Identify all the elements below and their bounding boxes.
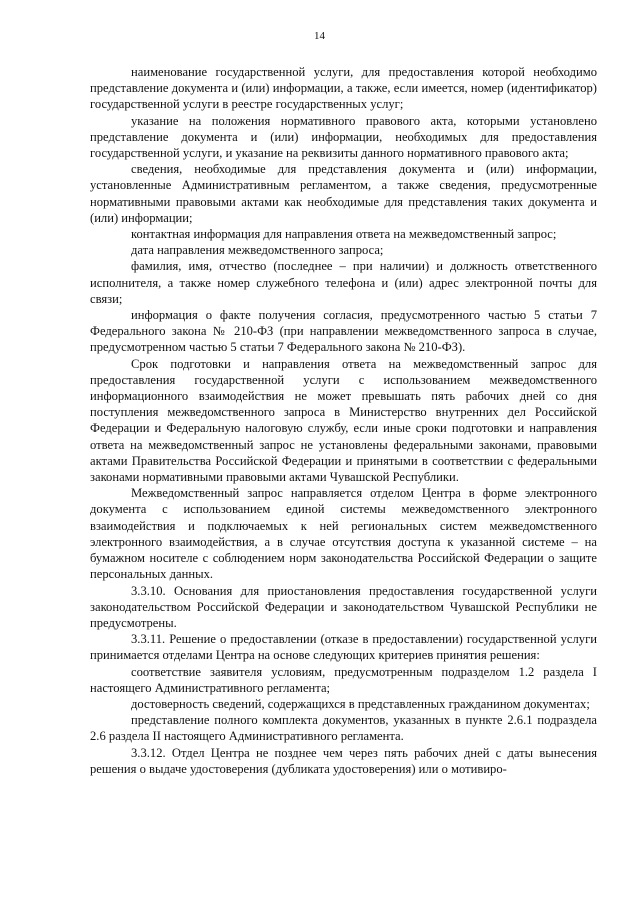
paragraph-consent-information: информация о факте получения согласия, предусмотренного частью 5 статьи 7 Федерального закона № 210-ФЗ (при направлении межведомственного запроса в случае, предусмотренном частью 5 статьи 7 Федерального закона № 210-ФЗ).	[90, 308, 597, 355]
paragraph-section-3-3-11: 3.3.11. Решение о предоставлении (отказе в предоставлении) государственной услуги принимается отделами Центра на основе следующих критериев принятия решения:	[90, 632, 597, 663]
paragraph-service-name: наименование государственной услуги, для предоставления которой необходимо представление документа и (или) информации, а также, если имеется, номер (идентификатор) государственной услуги в реестре государственных услуг;	[90, 65, 597, 112]
paragraph-contact-information: контактная информация для направления ответа на межведомственный запрос;	[131, 227, 557, 242]
paragraph-section-3-3-10: 3.3.10. Основания для приостановления предоставления государственной услуги законодательством Российской Федерации и законодательством Чувашской Республики не предусмотрены.	[90, 583, 597, 630]
page-number: 14	[314, 30, 325, 42]
paragraph-request-date: дата направления межведомственного запроса;	[131, 243, 384, 258]
paragraph-criterion-data-reliability: достоверность сведений, содержащихся в представленных гражданином документах;	[131, 696, 590, 711]
paragraph-section-3-3-12: 3.3.12. Отдел Центра не позднее чем через пять рабочих дней с даты вынесения решения о выдаче удостоверения (дубликата удостоверения) или о мотивиро-	[90, 745, 597, 776]
paragraph-criterion-applicant-conditions: соответствие заявителя условиям, предусмотренным подразделом 1.2 раздела I настоящего Административного регламента;	[90, 664, 597, 695]
paragraph-criterion-complete-documents: представление полного комплекта документов, указанных в пункте 2.6.1 подраздела 2.6 раздела II настоящего Административного регламента.	[90, 713, 597, 744]
paragraph-legal-act-reference: указание на положения нормативного правового акта, которыми установлено представление документа и (или) информации, необходимых для предоставления государственной услуги, и указание на реквизиты данного нормативного правового акта;	[90, 113, 597, 161]
paragraph-electronic-request: Межведомственный запрос направляется отделом Центра в форме электронного документа с использованием единой системы межведомственного электронного взаимодействия и подключаемых к ней региональных систем межведомственного электронного взаимодействия, а в случае отсутствия доступа к указанной системе – на бумажном носителе с соблюдением норм законодательства Российской Федерации о защите персональных данных.	[90, 486, 597, 582]
paragraph-required-information: сведения, необходимые для представления документа и (или) информации, установленные Административным регламентом, а также сведения, предусмотренные нормативными правовыми актами как необходимые для представления таких документа и (или) информации;	[90, 162, 597, 225]
paragraph-responsible-person: фамилия, имя, отчество (последнее – при наличии) и должность ответственного исполнителя, а также номер служебного телефона и (или) адрес электронной почты для связи;	[90, 259, 597, 306]
paragraph-response-deadline: Срок подготовки и направления ответа на межведомственный запрос для предоставления государственной услуги с использованием межведомственного информационного взаимодействия не может превышать пять рабочих дней со дня поступления межведомственного запроса в Министерство внутренних дел Российской Федерации и Федеральную налоговую службу, если иные сроки подготовки и направления ответа на межведомственный запрос не установлены федеральными законами, правовыми актами Правительства Российской Федерации и принятыми в соответствии с федеральными законами нормативными правовыми актами Чувашской Республики.	[90, 356, 597, 485]
document-body	[90, 64, 597, 777]
